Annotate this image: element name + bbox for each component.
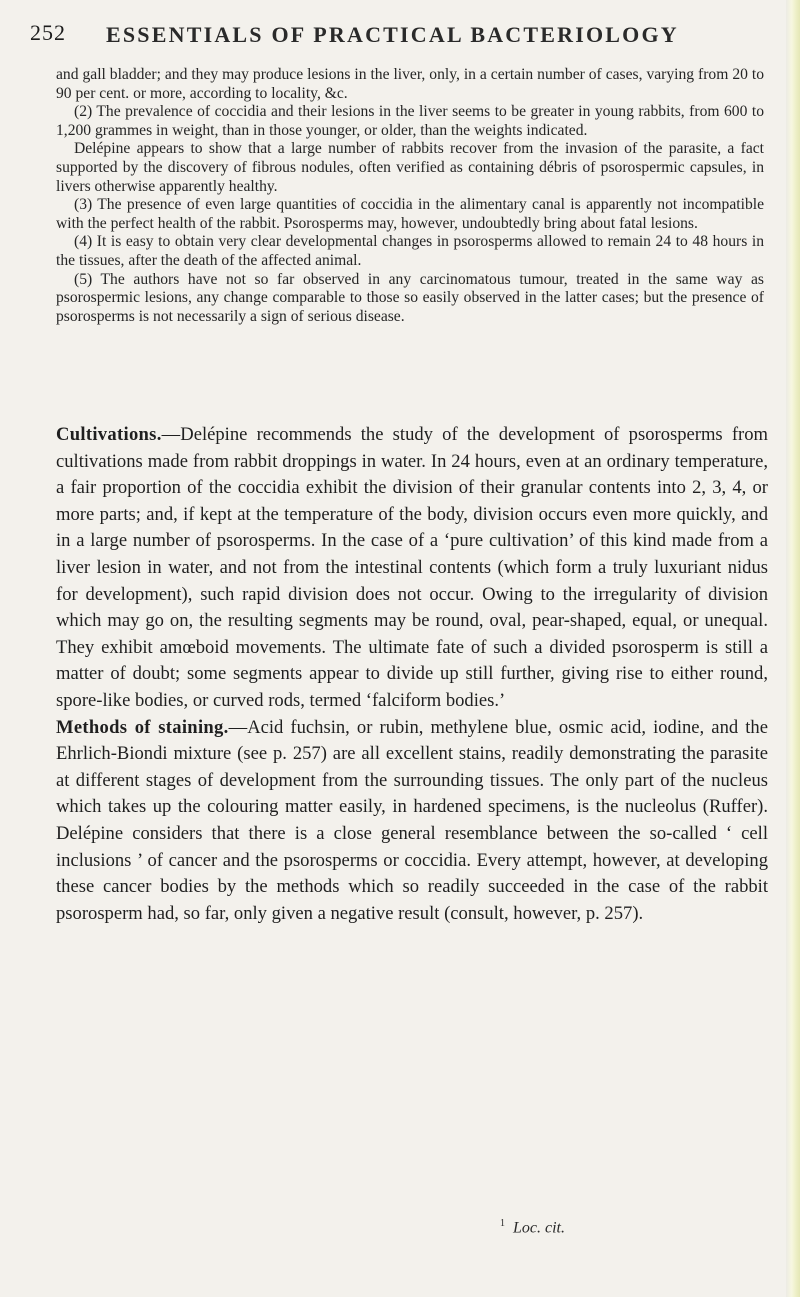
small-paragraph-5: (5) The authors have not so far observed in any carcinomatous tumour, treated in the same way as psorospermic lesions, any change comparable to those so easily observed in the latter cases; but the presence of psorosperms is not necessarily a sign of serious disease.	[56, 270, 764, 325]
small-paragraph-3: (3) The presence of even large quantities of coccidia in the alimentary canal is apparently not incompatible with the perfect health of the rabbit. Psorosperms may, however, undoubtedly bring about fatal lesions.	[56, 196, 764, 232]
cultivations-text: —Delépine recommends the study of the development of psorosperms from cultivations made from rabbit droppings in water. In 24 hours, even at an ordinary temperature, a fair proportion of the coccidia exhibit the division of their granular contents into 2, 3, 4, or more parts; and, if kept at the temperature of the body, division occurs even more quickly, and in a large number of psorosperms. In the case of a ‘pure cultivation’ of this kind made from a liver lesion in water, and not from the intestinal contents (which form a truly luxuriant nidus for development), such rapid division does not occur. Owing to the irregularity of division which may go on, the resulting segments may be round, oval, pear-shaped, equal, or unequal. They exhibit amœboid movements. The ultimate fate of such a divided psorosperm is still a matter of doubt; some segments appear to divide up still further, giving rise to either round, spore-like bodies, or curved rods, termed ‘falciform bodies.’	[56, 424, 768, 711]
page-edge-shading	[786, 0, 800, 1297]
footnote-marker: 1	[500, 1218, 505, 1229]
footnote-text: Loc. cit.	[513, 1219, 565, 1237]
staining-text: —Acid fuchsin, or rubin, methylene blue, osmic acid, iodine, and the Ehrlich-Biondi mixture (see p. 257) are all excellent stains, readily demonstrating the parasite at different stages of development from the surrounding tissues. The only part of the nucleus which takes up the colouring matter easily, in hardened specimens, is the nucleolus (Ruffer). Delépine considers that there is a close general resemblance between the so-called ‘ cell inclusions ’ of cancer and the psorosperms or coccidia. Every attempt, however, at developing these cancer bodies by the methods which so readily succeeded in the case of the rabbit psorosperm had, so far, only given a negative result (consult, however, p. 257).	[56, 716, 768, 924]
staining-paragraph	[56, 715, 768, 928]
cultivations-paragraph	[56, 422, 768, 715]
small-paragraph-4: (4) It is easy to obtain very clear developmental changes in psorosperms allowed to remain 24 to 48 hours in the tissues, after the death of the affected animal.	[56, 233, 764, 269]
small-print-section	[56, 66, 764, 326]
page-number: 252	[30, 20, 66, 45]
small-paragraph-2: (2) The prevalence of coccidia and their lesions in the liver seems to be greater in young rabbits, from 600 to 1,200 grammes in weight, than in those younger, or older, than the weights indicated.	[56, 103, 764, 139]
footnote	[500, 1218, 565, 1237]
running-title: ESSENTIALS OF PRACTICAL BACTERIOLOGY	[106, 22, 679, 47]
staining-heading: Methods of staining.	[56, 716, 229, 738]
small-paragraph-continuation: and gall bladder; and they may produce lesions in the liver, only, in a certain number of cases, varying from 20 to 90 per cent. or more, according to locality, &c.	[56, 66, 764, 102]
cultivations-heading: Cultivations.	[56, 424, 162, 445]
page-header	[30, 20, 750, 60]
main-text	[56, 422, 768, 927]
small-paragraph-delepine: Delépine appears to show that a large number of rabbits recover from the invasion of the parasite, a fact supported by the discovery of fibrous nodules, often verified as containing débris of psorospermic capsules, in livers otherwise apparently healthy.	[56, 140, 764, 195]
